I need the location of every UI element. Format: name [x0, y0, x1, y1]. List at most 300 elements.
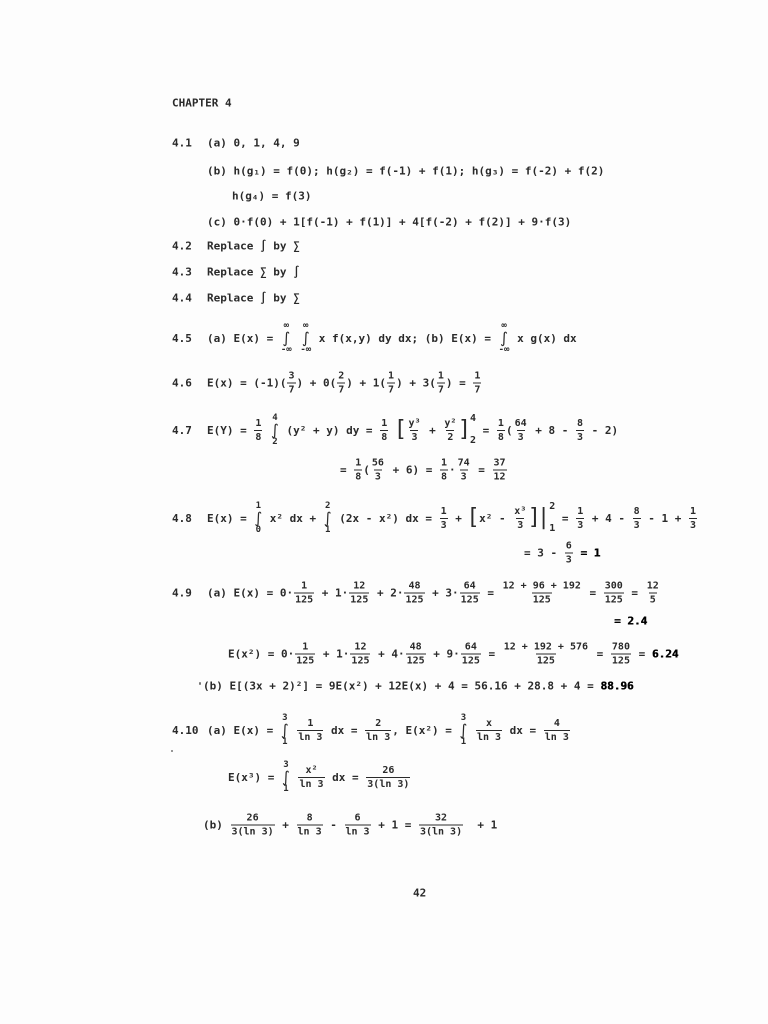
- fraction: [576, 506, 584, 531]
- page-number: [413, 887, 426, 900]
- fraction: [337, 371, 345, 396]
- scan-speck: [171, 750, 173, 752]
- fraction-denominator: ln 3: [544, 731, 569, 743]
- math-text: E(Y) =: [207, 423, 254, 437]
- fraction: [544, 718, 570, 743]
- fraction: [350, 642, 370, 667]
- math-text: - 2): [585, 423, 619, 437]
- fraction-denominator: 7: [388, 384, 395, 396]
- fraction: [294, 581, 314, 606]
- integral: [499, 321, 510, 355]
- fraction: [254, 418, 262, 443]
- math-text: x f(x,y) dy dx; (b) E(x) =: [312, 331, 498, 345]
- fraction-denominator: 7: [437, 384, 444, 396]
- fraction-denominator: 8: [440, 471, 447, 483]
- answer-expression: [207, 165, 604, 178]
- math-text: = 3 -: [524, 546, 564, 560]
- fraction-denominator: 125: [405, 594, 424, 606]
- fraction-numerator: 1: [437, 370, 444, 382]
- fraction: [287, 371, 295, 396]
- answer-expression: [207, 581, 661, 606]
- fraction: [565, 541, 573, 566]
- math-text: dx =: [324, 723, 365, 737]
- math-text: x² dx +: [263, 511, 323, 525]
- math-text: =: [340, 463, 354, 477]
- fraction-denominator: 125: [296, 655, 315, 667]
- math-text: +: [448, 511, 469, 525]
- answer-line: [524, 541, 600, 566]
- integral-lower-limit: -∞: [280, 345, 292, 355]
- fraction: [440, 458, 448, 483]
- page-number-text: 42: [413, 886, 427, 900]
- answer-number: 4.2: [172, 239, 192, 253]
- integral: [324, 501, 332, 535]
- fraction-denominator: 3(ln 3): [419, 826, 463, 838]
- math-text: [263, 424, 270, 437]
- fraction-numerator: 8: [576, 417, 583, 429]
- fraction-numerator: 1: [440, 457, 447, 469]
- answer-expression: [207, 216, 571, 229]
- math-text: (a) E(x) =: [207, 331, 280, 345]
- integral-upper-limit: 3: [460, 713, 467, 723]
- answer-line: [340, 458, 508, 483]
- fraction-denominator: ln 3: [299, 778, 324, 790]
- integral-sign: ∫: [301, 329, 310, 347]
- math-text: + 4·: [371, 647, 405, 661]
- integral-lower-limit: 1: [283, 784, 289, 794]
- math-text: E(x²) = 0·: [228, 647, 295, 661]
- fraction-denominator: 3: [565, 554, 572, 566]
- integral: [300, 321, 311, 355]
- fraction-numerator: 1: [307, 717, 314, 729]
- fraction-denominator: 2: [447, 431, 454, 443]
- fraction-denominator: 3: [440, 519, 447, 531]
- fraction-numerator: 37: [493, 457, 506, 469]
- fraction-denominator: 3: [411, 431, 418, 443]
- fraction: [404, 581, 424, 606]
- fraction-numerator: 12: [353, 580, 366, 592]
- fraction-numerator: 26: [246, 812, 259, 824]
- fraction-numerator: 6: [354, 812, 361, 824]
- math-text: Replace ∑ by ∫: [207, 265, 300, 279]
- fraction-denominator: 3(ln 3): [231, 826, 274, 838]
- fraction-numerator: 74: [457, 457, 470, 469]
- evaluation-upper-limit: 4: [470, 413, 477, 424]
- math-text: [468, 724, 475, 737]
- math-text: dx =: [503, 723, 543, 737]
- math-text: + 1·: [316, 647, 350, 661]
- math-text: + 3·: [425, 586, 459, 600]
- math-text-emphasis: 88.96: [600, 679, 634, 693]
- integral-lower-limit: 0: [255, 525, 261, 535]
- fraction: [611, 642, 631, 667]
- answer-number: 4.1: [172, 136, 192, 150]
- fraction: [380, 418, 388, 443]
- fraction-numerator: 8: [633, 505, 640, 517]
- fraction: [354, 458, 362, 483]
- fraction-numerator: y³: [408, 417, 421, 429]
- fraction-denominator: 3: [633, 519, 640, 531]
- large-bracket: ]: [529, 505, 538, 530]
- fraction-numerator: 1: [302, 641, 309, 653]
- fraction-denominator: 125: [460, 594, 479, 606]
- math-text: E(x) = (-1)(: [207, 376, 287, 390]
- math-text: [290, 724, 297, 737]
- integral: [459, 713, 467, 747]
- math-text-emphasis: 6.24: [651, 647, 679, 661]
- math-text: Replace ∫ by ∑: [207, 291, 300, 305]
- fraction-numerator: 64: [514, 417, 527, 429]
- math-text: ) + 0(: [296, 376, 337, 390]
- chapter-heading: [172, 97, 232, 110]
- math-text: =: [480, 586, 501, 600]
- answer-expression: [207, 713, 571, 747]
- fraction-numerator: 2: [338, 370, 345, 382]
- fraction-denominator: 3: [460, 471, 467, 483]
- large-bracket: [: [396, 417, 406, 442]
- fraction: [366, 765, 410, 790]
- answer-number: 4.9: [172, 586, 192, 600]
- fraction-numerator: 64: [463, 580, 476, 592]
- fraction-numerator: 56: [371, 457, 384, 469]
- math-text: ) + 1(: [346, 376, 387, 390]
- math-text: x² -: [479, 511, 513, 525]
- large-bracket: |: [539, 505, 548, 530]
- answer-line: [172, 501, 698, 535]
- fraction: [345, 813, 371, 838]
- fraction: [633, 506, 641, 531]
- fraction: [514, 418, 528, 443]
- fraction-denominator: 125: [351, 655, 370, 667]
- fraction-denominator: ln 3: [366, 731, 391, 743]
- answer-number: 4.7: [172, 423, 192, 437]
- answer-line: [614, 615, 647, 628]
- fraction: [295, 642, 315, 667]
- math-text: (2x - x²) dx =: [332, 511, 439, 525]
- fraction-numerator: 1: [388, 370, 395, 382]
- math-text: + 6) =: [385, 463, 439, 477]
- answer-number: 4.10: [172, 723, 199, 737]
- integral-upper-limit: ∞: [283, 321, 289, 331]
- answer-line: [172, 266, 300, 279]
- fraction: [461, 642, 481, 667]
- answer-number: 4.3: [172, 265, 192, 279]
- integral: [282, 760, 290, 794]
- fraction-numerator: 26: [382, 764, 395, 776]
- fraction-numerator: 12: [354, 641, 367, 653]
- answer-line: [207, 216, 571, 229]
- answer-expression: [207, 501, 698, 535]
- evaluation-limits: [548, 502, 555, 534]
- answer-expression: [207, 137, 300, 150]
- answer-line: [203, 680, 633, 693]
- fraction: [349, 581, 369, 606]
- integral-upper-limit: 3: [282, 713, 288, 723]
- fraction: [689, 506, 697, 531]
- fraction: [231, 813, 275, 838]
- fraction-denominator: 8: [255, 431, 262, 443]
- answer-line: [172, 292, 300, 305]
- integral-sign: ∫: [323, 509, 332, 527]
- fraction-numerator: 48: [408, 580, 421, 592]
- math-text: [389, 424, 396, 437]
- fraction-denominator: 12: [493, 471, 506, 483]
- math-text: (b) E[(3x + 2)²] = 9E(x²) + 12E(x) + 4 = 56.16 + 28.8 + 4 =: [203, 679, 601, 693]
- math-text: -: [323, 818, 344, 832]
- answer-expression: [207, 413, 618, 447]
- fraction-denominator: 3: [577, 519, 584, 531]
- answer-expression: [614, 615, 647, 628]
- integral-upper-limit: 2: [325, 501, 331, 511]
- integral: [271, 413, 279, 447]
- fraction: [297, 813, 323, 838]
- chapter-heading-text: CHAPTER 4: [172, 96, 232, 110]
- answer-expression: [524, 541, 600, 566]
- math-text: =: [555, 511, 576, 525]
- fraction: [646, 581, 660, 606]
- math-text: (: [505, 423, 513, 437]
- math-text: [574, 547, 581, 560]
- fraction-denominator: 7: [288, 384, 295, 396]
- math-text: E(x) =: [207, 511, 254, 525]
- math-text: (b): [203, 818, 230, 832]
- fraction: [497, 418, 505, 443]
- evaluation-lower-limit: 1: [549, 523, 556, 534]
- math-text: + 9·: [426, 647, 460, 661]
- answer-expression: [207, 240, 300, 253]
- large-bracket: ]: [459, 417, 468, 442]
- fraction: [493, 458, 507, 483]
- math-text: =: [624, 586, 645, 600]
- answer-line: [172, 321, 577, 355]
- answer-expression: [228, 642, 678, 667]
- answer-number: 4.6: [172, 376, 192, 390]
- fraction-numerator: 8: [306, 812, 313, 824]
- math-text: ·: [448, 463, 456, 477]
- fraction-numerator: 1: [381, 417, 388, 429]
- fraction-numerator: 12 + 192 + 576: [503, 641, 589, 653]
- math-text: (a) E(x) =: [207, 723, 280, 737]
- fraction-denominator: ln 3: [476, 731, 502, 743]
- integral-upper-limit: 3: [283, 760, 289, 770]
- answer-expression: [207, 266, 300, 279]
- fraction-numerator: 780: [611, 641, 630, 653]
- fraction: [457, 458, 471, 483]
- fraction-denominator: 125: [406, 655, 425, 667]
- fraction-numerator: 2: [375, 717, 382, 729]
- math-text: (c) 0·f(0) + 1[f(-1) + f(1)] + 4[f(-2) + f(2)] + 9·f(3): [207, 215, 572, 229]
- fraction: [437, 371, 445, 396]
- fraction: [387, 371, 395, 396]
- large-bracket: [: [469, 505, 479, 530]
- fraction-numerator: 1: [301, 580, 308, 592]
- answer-line: [172, 413, 618, 447]
- math-text: =: [631, 647, 652, 661]
- integral-sign: ∫: [281, 768, 290, 786]
- fraction-numerator: 1: [689, 505, 696, 517]
- fraction: [443, 418, 457, 443]
- fraction: [407, 418, 421, 443]
- fraction-numerator: x: [485, 717, 492, 729]
- fraction: [503, 642, 589, 667]
- integral: [254, 501, 262, 535]
- fraction-numerator: 6: [565, 540, 572, 552]
- math-text: x g(x) dx: [510, 331, 577, 345]
- integral-upper-limit: ∞: [303, 321, 309, 331]
- math-text: E(x³) =: [228, 770, 281, 784]
- evaluation-limits: [469, 414, 476, 446]
- answer-expression: [207, 371, 482, 396]
- fraction-denominator: 125: [295, 594, 314, 606]
- math-text: (y² + y) dy =: [279, 423, 380, 437]
- fraction-numerator: 3: [288, 370, 295, 382]
- fraction: [406, 642, 426, 667]
- math-text-emphasis: = 1: [580, 546, 601, 560]
- integral-sign: ∫: [500, 329, 508, 347]
- fraction-denominator: 3: [689, 519, 696, 531]
- fraction-numerator: 1: [474, 370, 481, 382]
- integral-lower-limit: 1: [460, 737, 467, 747]
- integral-upper-limit: 4: [272, 413, 278, 423]
- math-text: + 2·: [370, 586, 404, 600]
- integral-lower-limit: 1: [325, 525, 331, 535]
- evaluation-upper-limit: 2: [549, 501, 556, 512]
- answer-line: [172, 240, 300, 253]
- answer-line: [203, 813, 497, 838]
- fraction-denominator: 125: [532, 594, 551, 606]
- fraction-numerator: x²: [305, 764, 318, 776]
- integral-sign: ∫: [254, 509, 263, 527]
- fraction: [576, 418, 584, 443]
- integral-upper-limit: 1: [255, 501, 261, 511]
- fraction-numerator: 1: [440, 505, 447, 517]
- fraction-denominator: 3: [517, 519, 524, 531]
- math-text: [291, 771, 298, 784]
- fraction-denominator: 3: [374, 471, 381, 483]
- math-text: +: [275, 818, 296, 832]
- fraction: [440, 506, 448, 531]
- fraction-denominator: 125: [604, 594, 623, 606]
- fraction: [604, 581, 624, 606]
- fraction-numerator: 4: [553, 717, 560, 729]
- fraction-denominator: 7: [474, 384, 481, 396]
- math-text: dx =: [325, 770, 366, 784]
- math-text: , E(x²) =: [392, 723, 459, 737]
- math-text: =: [476, 423, 496, 437]
- answer-line: [207, 165, 604, 178]
- fraction-denominator: 125: [350, 594, 369, 606]
- fraction: [476, 718, 502, 743]
- fraction-numerator: y²: [444, 417, 457, 429]
- math-text: + 1·: [315, 586, 349, 600]
- math-text: (a) E(x) = 0·: [207, 586, 294, 600]
- answer-number: 4.4: [172, 291, 192, 305]
- fraction: [419, 813, 463, 838]
- answer-line: [172, 137, 300, 150]
- fraction-numerator: 12: [646, 580, 659, 592]
- scan-speck: [199, 682, 201, 685]
- answer-line: [172, 713, 571, 747]
- fraction: [365, 718, 391, 743]
- integral-upper-limit: ∞: [501, 321, 507, 331]
- fraction-denominator: 3: [517, 431, 524, 443]
- math-text: Replace ∫ by ∑: [207, 239, 300, 253]
- math-text: - 1 +: [641, 511, 688, 525]
- fraction-numerator: 1: [355, 457, 362, 469]
- fraction-denominator: 3(ln 3): [367, 778, 410, 790]
- fraction-numerator: 1: [577, 505, 584, 517]
- math-text: + 1 =: [371, 818, 418, 832]
- fraction: [502, 581, 582, 606]
- fraction-denominator: 125: [536, 655, 555, 667]
- fraction: [513, 506, 527, 531]
- fraction-numerator: 300: [604, 580, 623, 592]
- answer-line: [172, 371, 482, 396]
- fraction-denominator: 5: [649, 594, 656, 606]
- fraction-denominator: ln 3: [297, 826, 322, 838]
- fraction: [297, 718, 323, 743]
- fraction-numerator: 1: [255, 417, 262, 429]
- answer-number: 4.5: [172, 331, 192, 345]
- answer-line: [228, 642, 678, 667]
- fraction-numerator: x³: [514, 505, 527, 517]
- fraction-denominator: 8: [355, 471, 362, 483]
- fraction-denominator: 3: [576, 431, 583, 443]
- math-text: =: [471, 463, 492, 477]
- fraction-numerator: 64: [464, 641, 477, 653]
- fraction-numerator: 12 + 96 + 192: [502, 580, 581, 592]
- math-text: =: [582, 586, 603, 600]
- fraction: [371, 458, 385, 483]
- fraction-denominator: ln 3: [345, 826, 370, 838]
- fraction-denominator: 8: [497, 431, 504, 443]
- integral-sign: ∫: [282, 329, 291, 347]
- answer-expression: [228, 760, 411, 794]
- fraction-denominator: 125: [461, 655, 480, 667]
- integral-sign: ∫: [280, 721, 289, 739]
- integral: [281, 713, 289, 747]
- math-text: h(g₄) = f(3): [232, 189, 312, 203]
- math-text: + 4 -: [585, 511, 632, 525]
- math-text: + 1: [464, 818, 498, 832]
- integral-sign: ∫: [459, 721, 468, 739]
- answer-line: [228, 760, 411, 794]
- fraction-denominator: ln 3: [298, 731, 323, 743]
- answer-expression: [340, 458, 508, 483]
- fraction: [473, 371, 481, 396]
- answer-expression: [203, 813, 497, 838]
- fraction: [460, 581, 480, 606]
- fraction: [298, 765, 324, 790]
- integral-sign: ∫: [271, 421, 279, 439]
- integral-lower-limit: -∞: [300, 345, 312, 355]
- answer-number: 4.8: [172, 511, 192, 525]
- integral-lower-limit: 1: [282, 737, 288, 747]
- math-text: (: [363, 463, 370, 477]
- fraction-numerator: 1: [497, 417, 504, 429]
- answer-line: [232, 190, 311, 203]
- fraction-numerator: 32: [435, 812, 448, 824]
- math-text: ) + 3(: [396, 376, 436, 390]
- math-text: +: [422, 423, 443, 437]
- evaluation-lower-limit: 2: [470, 435, 477, 446]
- math-text: ) =: [445, 376, 473, 390]
- math-text-emphasis: = 2.4: [614, 614, 648, 628]
- math-text: =: [481, 647, 502, 661]
- answer-expression: [232, 190, 311, 203]
- answer-expression: [207, 321, 577, 355]
- answer-line: [172, 581, 661, 606]
